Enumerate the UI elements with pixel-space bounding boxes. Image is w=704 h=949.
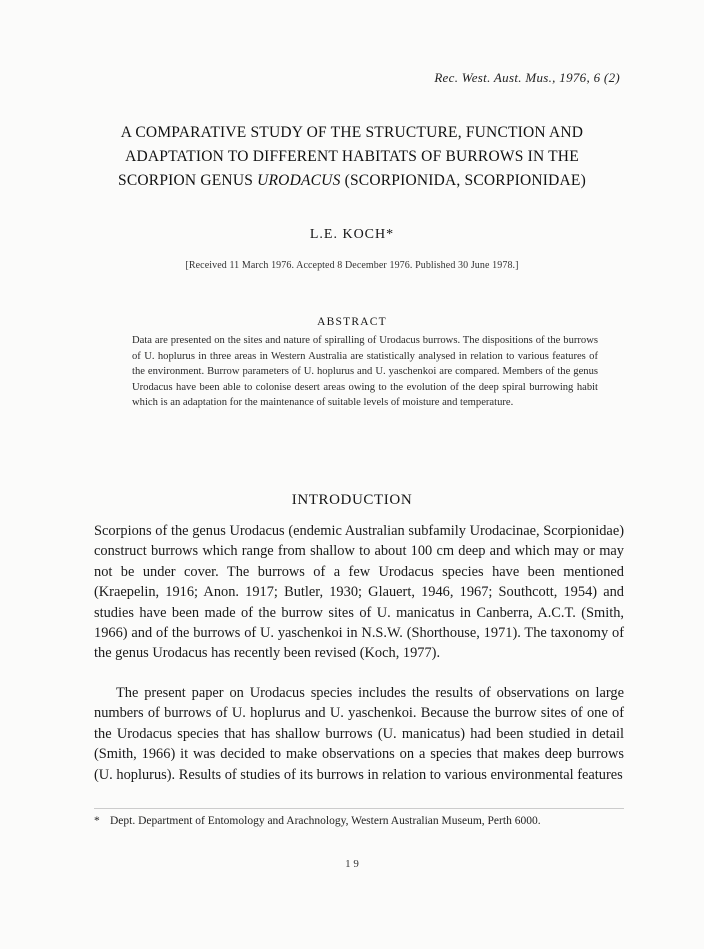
introduction-paragraph-2: The present paper on Urodacus species includes the results of observations on large numbers of burrows of U. hoplurus and U. yaschenkoi. Because the burrow sites of one of the Urodacus species that has shallow burrows (U. manicatus) had been studied in detail (Smith, 1966) it was decided to make observations on a species that makes deep burrows (U. hoplurus). Results of studies of its burrows in relation to various environmental features [94, 685, 624, 783]
publication-dates: [Received 11 March 1976. Accepted 8 December 1976. Published 30 June 1978.] [185, 260, 519, 271]
title-genus-name: URODACUS [257, 172, 341, 189]
abstract-heading: ABSTRACT [317, 316, 387, 328]
title-line-3 [70, 169, 634, 193]
title-line-2: ADAPTATION TO DIFFERENT HABITATS OF BURROWS IN THE [125, 148, 579, 165]
title-line-1: A COMPARATIVE STUDY OF THE STRUCTURE, FUNCTION AND [120, 124, 584, 141]
author-affiliation-footnote [94, 813, 624, 830]
journal-citation: Rec. West. Aust. Mus., 1976, 6 (2) [434, 70, 620, 85]
footnote-mark: * [94, 815, 100, 827]
page-number: 1 9 [345, 858, 359, 870]
footnote-text: Dept. Department of Entomology and Arachnology, Western Australian Museum, Perth 6000. [110, 815, 541, 827]
title-line-3-suffix: (SCORPIONIDA, SCORPIONIDAE) [340, 172, 586, 189]
introduction-heading: INTRODUCTION [291, 492, 413, 508]
article-title [70, 121, 634, 193]
footnote-divider [94, 808, 624, 809]
abstract-text: Data are presented on the sites and nature of spiralling of Urodacus burrows. The dispositions of the burrows of U. hoplurus in three areas in Western Australia are statistically analysed in relation to various features of the environment. Burrow parameters of U. hoplurus and U. yaschenkoi are compared. Members of the genus Urodacus have been able to colonise desert areas owing to the evolution of the deep spiral burrowing habit which is an adaptation for the maintenance of suitable levels of moisture and temperature. [132, 335, 598, 408]
title-line-3-prefix: SCORPION GENUS [118, 172, 258, 189]
introduction-paragraph-1: Scorpions of the genus Urodacus (endemic Australian subfamily Urodacinae, Scorpionidae) construct burrows which range from shallow to about 100 cm deep and which may or may not be under cover. The burrows of a few Urodacus species have been mentioned (Kraepelin, 1916; Anon. 1917; Butler, 1930; Glauert, 1946, 1967; Southcott, 1954) and studies have been made of the burrow sites of U. manicatus in Canberra, A.C.T. (Smith, 1966) and of the burrows of U. yaschenkoi in N.S.W. (Shorthouse, 1971). The taxonomy of the genus Urodacus has recently been revised (Koch, 1977). [94, 523, 624, 662]
author-name: L.E. KOCH* [309, 227, 395, 242]
